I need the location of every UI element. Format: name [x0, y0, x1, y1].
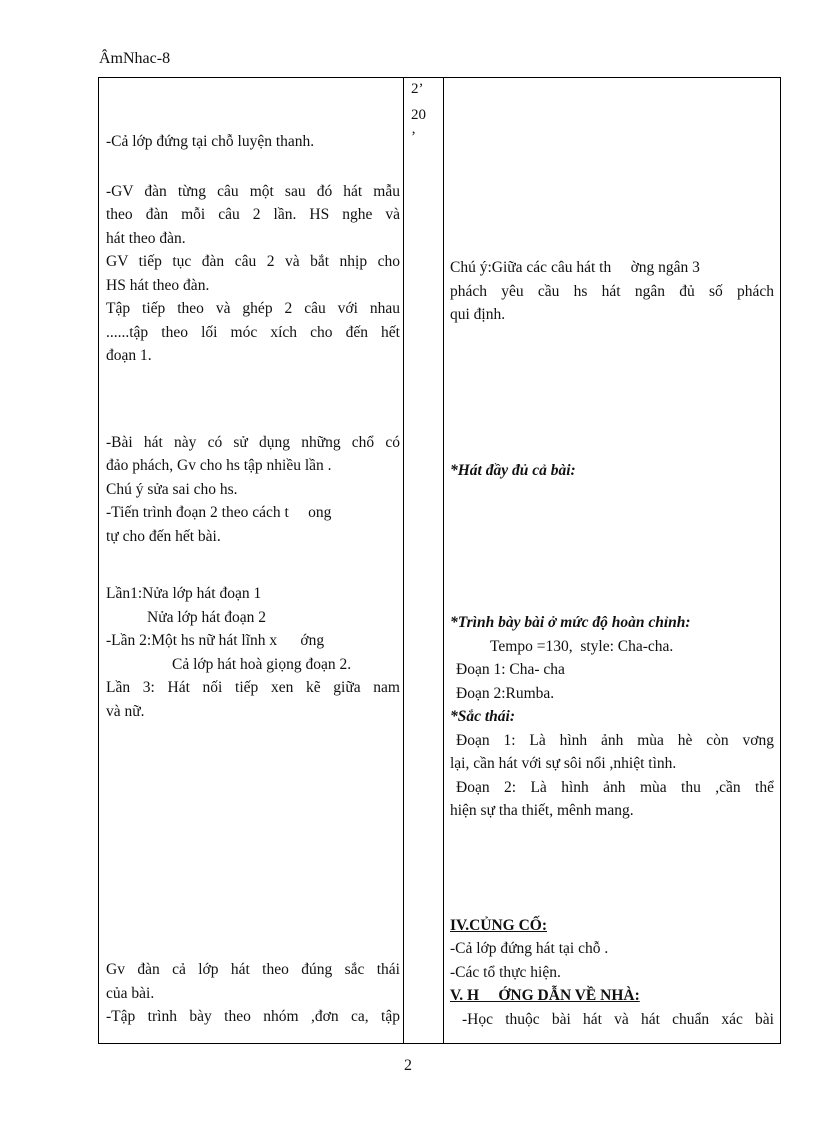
content-line: Đoạn 1: Là hình ảnh mùa hè còn vơng: [456, 732, 774, 749]
activity-line: hát theo đàn.: [106, 230, 186, 247]
activity-line: ......tập theo lối móc xích cho đến hết: [106, 324, 400, 341]
activity-line: -Lần 2:Một hs nữ hát lĩnh x ớng: [106, 632, 325, 649]
time-value: 20: [411, 107, 426, 123]
activity-line: theo đàn mỗi câu 2 lần. HS nghe và: [106, 206, 400, 223]
activity-line: -Bài hát này có sử dụng những chổ có: [106, 434, 400, 451]
content-line: Đoạn 2:Rumba.: [456, 685, 555, 702]
page-number: 2: [404, 1057, 412, 1074]
document-header: ÂmNhac-8: [99, 50, 171, 67]
content-line: hiện sự tha thiết, mênh mang.: [450, 802, 634, 819]
activity-line: đảo phách, Gv cho hs tập nhiều lần .: [106, 457, 332, 474]
section-heading: *Hát đầy đủ cả bài:: [450, 462, 576, 479]
column-divider-left: [403, 78, 404, 1043]
activity-line: -Tiến trình đoạn 2 theo cách t ong: [106, 504, 332, 521]
content-line: -Học thuộc bài hát và hát chuẩn xác bài: [462, 1011, 774, 1028]
section-heading: *Sắc thái:: [450, 708, 516, 725]
activity-line: -Cả lớp đứng tại chỗ luyện thanh.: [106, 133, 315, 150]
activity-line: Nửa lớp hát đoạn 2: [147, 609, 267, 626]
activity-line: -GV đàn từng câu một sau đó hát mẫu: [106, 183, 400, 200]
activity-line: và nữ.: [106, 703, 145, 720]
activity-line: Lần 3: Hát nối tiếp xen kẽ giữa nam: [106, 679, 400, 696]
content-line: Đoạn 2: Là hình ảnh mùa thu ,cần thể: [456, 779, 774, 796]
activity-line: của bài.: [106, 985, 155, 1002]
section-heading: IV.CỦNG CỐ:: [450, 917, 548, 934]
activity-line: Lần1:Nửa lớp hát đoạn 1: [106, 585, 262, 602]
activity-line: HS hát theo đàn.: [106, 277, 210, 294]
activity-line: Gv đàn cả lớp hát theo đúng sắc thái: [106, 961, 400, 978]
content-line: Tempo =130, style: Cha-cha.: [490, 638, 674, 655]
activity-line: -Tập trình bày theo nhóm ,đơn ca, tập: [106, 1008, 400, 1025]
lesson-table: [98, 77, 781, 1044]
column-divider-right: [443, 78, 444, 1043]
activity-line: Tập tiếp theo và ghép 2 câu với nhau: [106, 300, 400, 317]
content-line: lại, cần hát với sự sôi nổi ,nhiệt tình.: [450, 755, 677, 772]
time-value: 2’: [411, 81, 424, 97]
section-heading: *Trình bày bài ở mức độ hoàn chỉnh:: [450, 614, 691, 631]
time-value: ’: [411, 129, 416, 145]
content-line: -Cả lớp đứng hát tại chỗ .: [450, 940, 609, 957]
content-line: qui định.: [450, 306, 506, 323]
activity-line: tự cho đến hết bài.: [106, 528, 221, 545]
activity-line: Chú ý sửa sai cho hs.: [106, 481, 238, 498]
activity-line: Cả lớp hát hoà giọng đoạn 2.: [172, 656, 352, 673]
content-line: Đoạn 1: Cha- cha: [456, 661, 565, 678]
activity-line: GV tiếp tục đàn câu 2 và bắt nhịp cho: [106, 253, 400, 270]
content-line: Chú ý:Giữa các câu hát th ờng ngân 3: [450, 259, 700, 276]
content-line: phách yêu cầu hs hát ngân đủ số phách: [450, 283, 774, 300]
activity-line: đoạn 1.: [106, 347, 152, 364]
content-line: -Các tổ thực hiện.: [450, 964, 561, 981]
section-heading: V. H ỚNG DẪN VỀ NHÀ:: [450, 987, 640, 1004]
